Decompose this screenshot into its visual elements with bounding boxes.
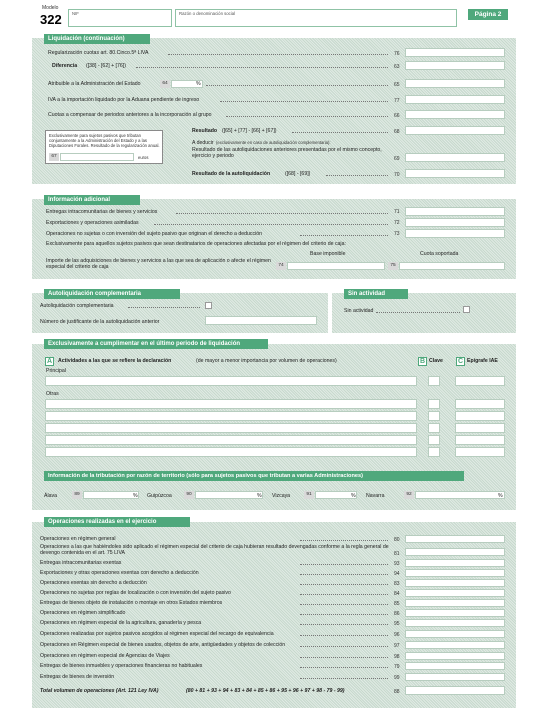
principal-label: Principal	[46, 368, 66, 374]
box-number: 86	[394, 611, 400, 617]
field-81[interactable]	[405, 548, 505, 556]
box-number: 69	[394, 156, 400, 162]
epigrafe-principal-field[interactable]	[455, 376, 505, 386]
liquidacion-title: Liquidación (continuación)	[44, 34, 150, 44]
nif-label: NIF	[72, 11, 79, 16]
field-93[interactable]	[405, 559, 505, 567]
complementaria-title: Autoliquidación complementaria	[44, 289, 180, 299]
leader-dots	[154, 220, 388, 225]
box-number: 94	[394, 571, 400, 577]
leader-dots	[300, 560, 388, 565]
nif-field[interactable]	[68, 9, 172, 27]
box-number: 74	[276, 262, 286, 270]
epigrafe-otra-field[interactable]	[455, 411, 505, 421]
leader-dots	[300, 600, 388, 605]
box-number: 64	[160, 80, 170, 88]
field-71[interactable]	[405, 207, 505, 216]
letter-c-marker: C	[457, 358, 464, 365]
epigrafe-header: Epígrafe IAE	[467, 358, 498, 364]
euros-unit: euros	[138, 155, 149, 160]
leader-dots	[300, 570, 388, 575]
operacion-label: Operaciones realizadas por sujetos pasivos acogidos al régimen especial del recargo de equivalencia	[40, 631, 274, 637]
field-69[interactable]	[405, 153, 505, 162]
deducir-text: Resultado de las autoliquidaciones anteriores presentadas por el mismo concepto, ejercicio y periodo	[192, 147, 382, 159]
resultado-label: Resultado	[192, 128, 218, 134]
sin-actividad-checkbox[interactable]	[463, 306, 470, 313]
letter-b-marker: B	[419, 358, 426, 365]
liq-row-label: Regularización cuotas art. 80.Cinco.5ª LIVA	[48, 50, 149, 56]
field-86[interactable]	[405, 609, 505, 617]
field-63[interactable]	[405, 61, 505, 70]
razon-social-field[interactable]	[175, 9, 457, 27]
field-74[interactable]	[287, 262, 385, 270]
leader-dots	[300, 590, 388, 595]
sin-actividad-title: Sin actividad	[344, 289, 408, 299]
field-96[interactable]	[405, 630, 505, 638]
leader-dots	[176, 209, 388, 214]
leader-dots	[128, 303, 200, 308]
box-number: 93	[394, 561, 400, 567]
deducir-note: (exclusivamente en caso de autoliquidación complementaria):	[216, 140, 331, 145]
cuota-soportada-header: Cuota soportada	[420, 251, 459, 257]
actividad-otra-field[interactable]	[45, 447, 417, 457]
info-row-label: Entregas intracomunitarias de bienes y servicios	[46, 209, 158, 215]
leader-dots	[300, 631, 388, 636]
actividad-otra-field[interactable]	[45, 435, 417, 445]
percent-sign: %	[196, 81, 201, 87]
atribuible-label: Atribuible a la Administración del Estado	[48, 81, 141, 87]
leader-dots	[300, 642, 388, 647]
operacion-label: Entregas de bienes de inversión	[40, 674, 115, 680]
box-number: 88	[394, 689, 400, 695]
leader-dots	[326, 171, 388, 176]
field-84[interactable]	[405, 589, 505, 597]
otras-label: Otras	[46, 391, 59, 397]
epigrafe-otra-field[interactable]	[455, 435, 505, 445]
operacion-label: Entregas de bienes objeto de instalación o montaje en otros Estados miembros	[40, 600, 223, 606]
letter-a-marker: A	[46, 358, 53, 365]
box-number: 83	[394, 581, 400, 587]
box-number: 68	[394, 129, 400, 135]
field-67[interactable]	[60, 153, 134, 161]
clave-otra-field[interactable]	[428, 423, 440, 433]
leader-dots	[300, 620, 388, 625]
box-number: 91	[304, 491, 314, 499]
box-number: 71	[394, 209, 400, 215]
box-number: 80	[394, 537, 400, 543]
actividades-label: Actividades a las que se refiere la declaración	[58, 358, 172, 364]
field-92[interactable]	[415, 491, 505, 499]
clave-otra-field[interactable]	[428, 447, 440, 457]
leader-dots	[300, 663, 388, 668]
box-number: 63	[394, 64, 400, 70]
operacion-label: Operaciones exentas sin derecho a deducción	[40, 580, 147, 586]
territorio-label: Guipúzcoa	[147, 493, 172, 499]
leader-dots	[168, 50, 388, 55]
field-73[interactable]	[405, 229, 505, 238]
operacion-label: Operaciones en régimen especial de la agricultura, ganadería y pesca	[40, 620, 202, 626]
sin-actividad-label: Sin actividad	[344, 308, 374, 314]
resultado-formula: ([65] + [77] - [66] + [67])	[222, 128, 277, 134]
justificante-label: Número de justificante de la autoliquidación anterior	[40, 319, 160, 325]
box-number: 77	[394, 98, 400, 104]
leader-dots	[300, 674, 388, 679]
territorio-label: Álava	[44, 493, 57, 499]
leader-dots	[300, 610, 388, 615]
box-number: 72	[394, 220, 400, 226]
box-number: 67	[49, 153, 59, 161]
epigrafe-otra-field[interactable]	[455, 447, 505, 457]
complementaria-checkbox[interactable]	[205, 302, 212, 309]
page-number-badge: Página 2	[468, 9, 508, 20]
box-number: 89	[72, 491, 82, 499]
criterio-caja-label: Importe de las adquisiciones de bienes y servicios a las que sea de aplicación o afecte el régimen especial del criterio de caja	[46, 258, 271, 270]
total-volumen-label: Total volumen de operaciones (Art. 121 Ley IVA)	[40, 688, 159, 694]
operacion-label: Operaciones en régimen especial de Agencias de Viajes	[40, 653, 170, 659]
operacion-label: Operaciones en régimen simplificado	[40, 610, 126, 616]
autoliquidacion-formula: ([68] - [69])	[285, 171, 311, 177]
leader-dots	[300, 536, 388, 541]
operacion-label: Operaciones en Régimen especial de bienes usados, objetos de arte, antigüedades y objetos de colección	[40, 642, 286, 648]
epigrafe-otra-field[interactable]	[455, 423, 505, 433]
box-number: 95	[394, 621, 400, 627]
field-76[interactable]	[405, 48, 505, 57]
box-number: 75	[388, 262, 398, 270]
field-68[interactable]	[405, 126, 505, 135]
field-95[interactable]	[405, 619, 505, 627]
leader-dots	[206, 81, 388, 86]
box-number: 98	[394, 654, 400, 660]
box-number: 76	[394, 51, 400, 57]
operacion-label: Entregas intracomunitarias exentas	[40, 560, 122, 566]
box-number: 66	[394, 113, 400, 119]
modelo-number: 322	[40, 12, 62, 27]
autoliquidacion-label: Resultado de la autoliquidación	[192, 171, 271, 177]
info-row-label: Operaciones no sujetas o con inversión del sujeto pasivo que originan el derecho a deducción	[46, 231, 262, 237]
complementaria-panel	[32, 293, 328, 333]
leader-dots	[300, 653, 388, 658]
box-number: 73	[394, 231, 400, 237]
actividad-otra-field[interactable]	[45, 399, 417, 409]
deducir-label: A deducir	[192, 140, 214, 146]
field-65[interactable]	[405, 79, 505, 88]
field-77[interactable]	[405, 95, 505, 104]
justificante-field[interactable]	[205, 316, 317, 325]
diferencia-label: Diferencia	[52, 63, 78, 69]
clave-otra-field[interactable]	[428, 399, 440, 409]
box-number: 84	[394, 591, 400, 597]
territorio-label: Vizcaya	[272, 493, 291, 499]
operacion-label: Entregas de bienes inmuebles y operaciones financieras no habituales	[40, 663, 203, 669]
field-99[interactable]	[405, 673, 505, 681]
field-75[interactable]	[399, 262, 505, 270]
percent-sign: %	[133, 493, 138, 499]
field-98[interactable]	[405, 652, 505, 660]
regularizacion-note-box	[45, 130, 163, 164]
box-number: 99	[394, 675, 400, 681]
clave-header: Clave	[429, 358, 443, 364]
diferencia-formula: ([38] - [62] + [76])	[86, 63, 126, 69]
territorio-label: Navarra	[366, 493, 385, 499]
field-85[interactable]	[405, 599, 505, 607]
actividad-otra-field[interactable]	[45, 423, 417, 433]
field-83[interactable]	[405, 579, 505, 587]
box-number: 90	[184, 491, 194, 499]
operacion-label: Operaciones en régimen general	[40, 536, 116, 542]
actividad-principal-field[interactable]	[45, 376, 417, 386]
modelo-label: Modelo	[42, 5, 59, 11]
actividad-otra-field[interactable]	[45, 411, 417, 421]
leader-dots	[136, 63, 388, 68]
regularizacion-note: Exclusivamente para sujetos pasivos que tributan conjuntamente a la Administración del Estado y a las Diputaciones Forales. Resultado de la regularización anual.	[49, 133, 160, 148]
actividades-note: (de mayor a menor importancia por volumen de operaciones)	[196, 358, 337, 364]
box-number: 97	[394, 643, 400, 649]
criterio-caja-intro: Exclusivamente para aquellos sujetos pasivos que sean destinatarios de operaciones afectadas por el régimen del criterio de caja:	[46, 241, 346, 247]
clave-otra-field[interactable]	[428, 435, 440, 445]
box-number: 92	[404, 491, 414, 499]
info-adicional-title: Información adicional	[44, 195, 140, 205]
base-imponible-header: Base imponible	[310, 251, 346, 257]
leader-dots	[292, 128, 388, 133]
box-number: 79	[394, 664, 400, 670]
field-90[interactable]	[195, 491, 263, 499]
operacion-label: Operaciones no sujetas por reglas de localización o con inversión del sujeto pasivo	[40, 590, 231, 596]
total-volumen-formula: (80 + 81 + 93 + 94 + 83 + 84 + 85 + 86 + 95 + 96 + 97 + 98 - 79 - 99)	[186, 688, 345, 694]
field-70[interactable]	[405, 169, 505, 178]
complementaria-check-label: Autoliquidación complementaria	[40, 303, 114, 309]
box-number: 85	[394, 601, 400, 607]
epigrafe-otra-field[interactable]	[455, 399, 505, 409]
territorio-title: Información de la tributación por razón de territorio (sólo para sujetos pasivos que tributan a varias Administraciones)	[44, 471, 464, 481]
field-94[interactable]	[405, 569, 505, 577]
iva-importacion-label: IVA a la importación liquidado por la Aduana pendiente de ingreso	[48, 97, 200, 103]
operacion-label: Operaciones a las que habiéndoles sido aplicado el régimen especial del criterio de caja hubieran resultado devengadas conforme a la regla general de devengo contenida en el art. 75 LIVA	[40, 544, 389, 556]
field-66[interactable]	[405, 110, 505, 119]
field-80[interactable]	[405, 535, 505, 543]
field-88[interactable]	[405, 686, 505, 695]
clave-principal-field[interactable]	[428, 376, 440, 386]
field-89[interactable]	[83, 491, 139, 499]
ultimo-periodo-title: Exclusivamente a cumplimentar en el último periodo de liquidación	[44, 339, 268, 349]
leader-dots	[300, 231, 388, 236]
razon-social-label: Razón o denominación social	[179, 11, 236, 16]
box-number: 96	[394, 632, 400, 638]
leader-dots	[220, 97, 388, 102]
leader-dots	[376, 308, 460, 313]
leader-dots	[226, 112, 388, 117]
box-number: 65	[394, 82, 400, 88]
operacion-label: Exportaciones y otras operaciones exentas con derecho a deducción	[40, 570, 199, 576]
percent-sign: %	[351, 493, 356, 499]
info-row-label: Exportaciones y operaciones asimiladas	[46, 220, 139, 226]
box-number: 70	[394, 172, 400, 178]
leader-dots	[300, 580, 388, 585]
field-79[interactable]	[405, 662, 505, 670]
clave-otra-field[interactable]	[428, 411, 440, 421]
percent-sign: %	[257, 493, 262, 499]
field-97[interactable]	[405, 641, 505, 649]
box-number: 81	[394, 551, 400, 557]
operaciones-title: Operaciones realizadas en el ejercicio	[44, 517, 190, 527]
field-72[interactable]	[405, 218, 505, 227]
cuotas-compensar-label: Cuotas a compensar de periodos anteriores a la incorporación al grupo	[48, 112, 212, 118]
percent-sign: %	[498, 493, 503, 499]
